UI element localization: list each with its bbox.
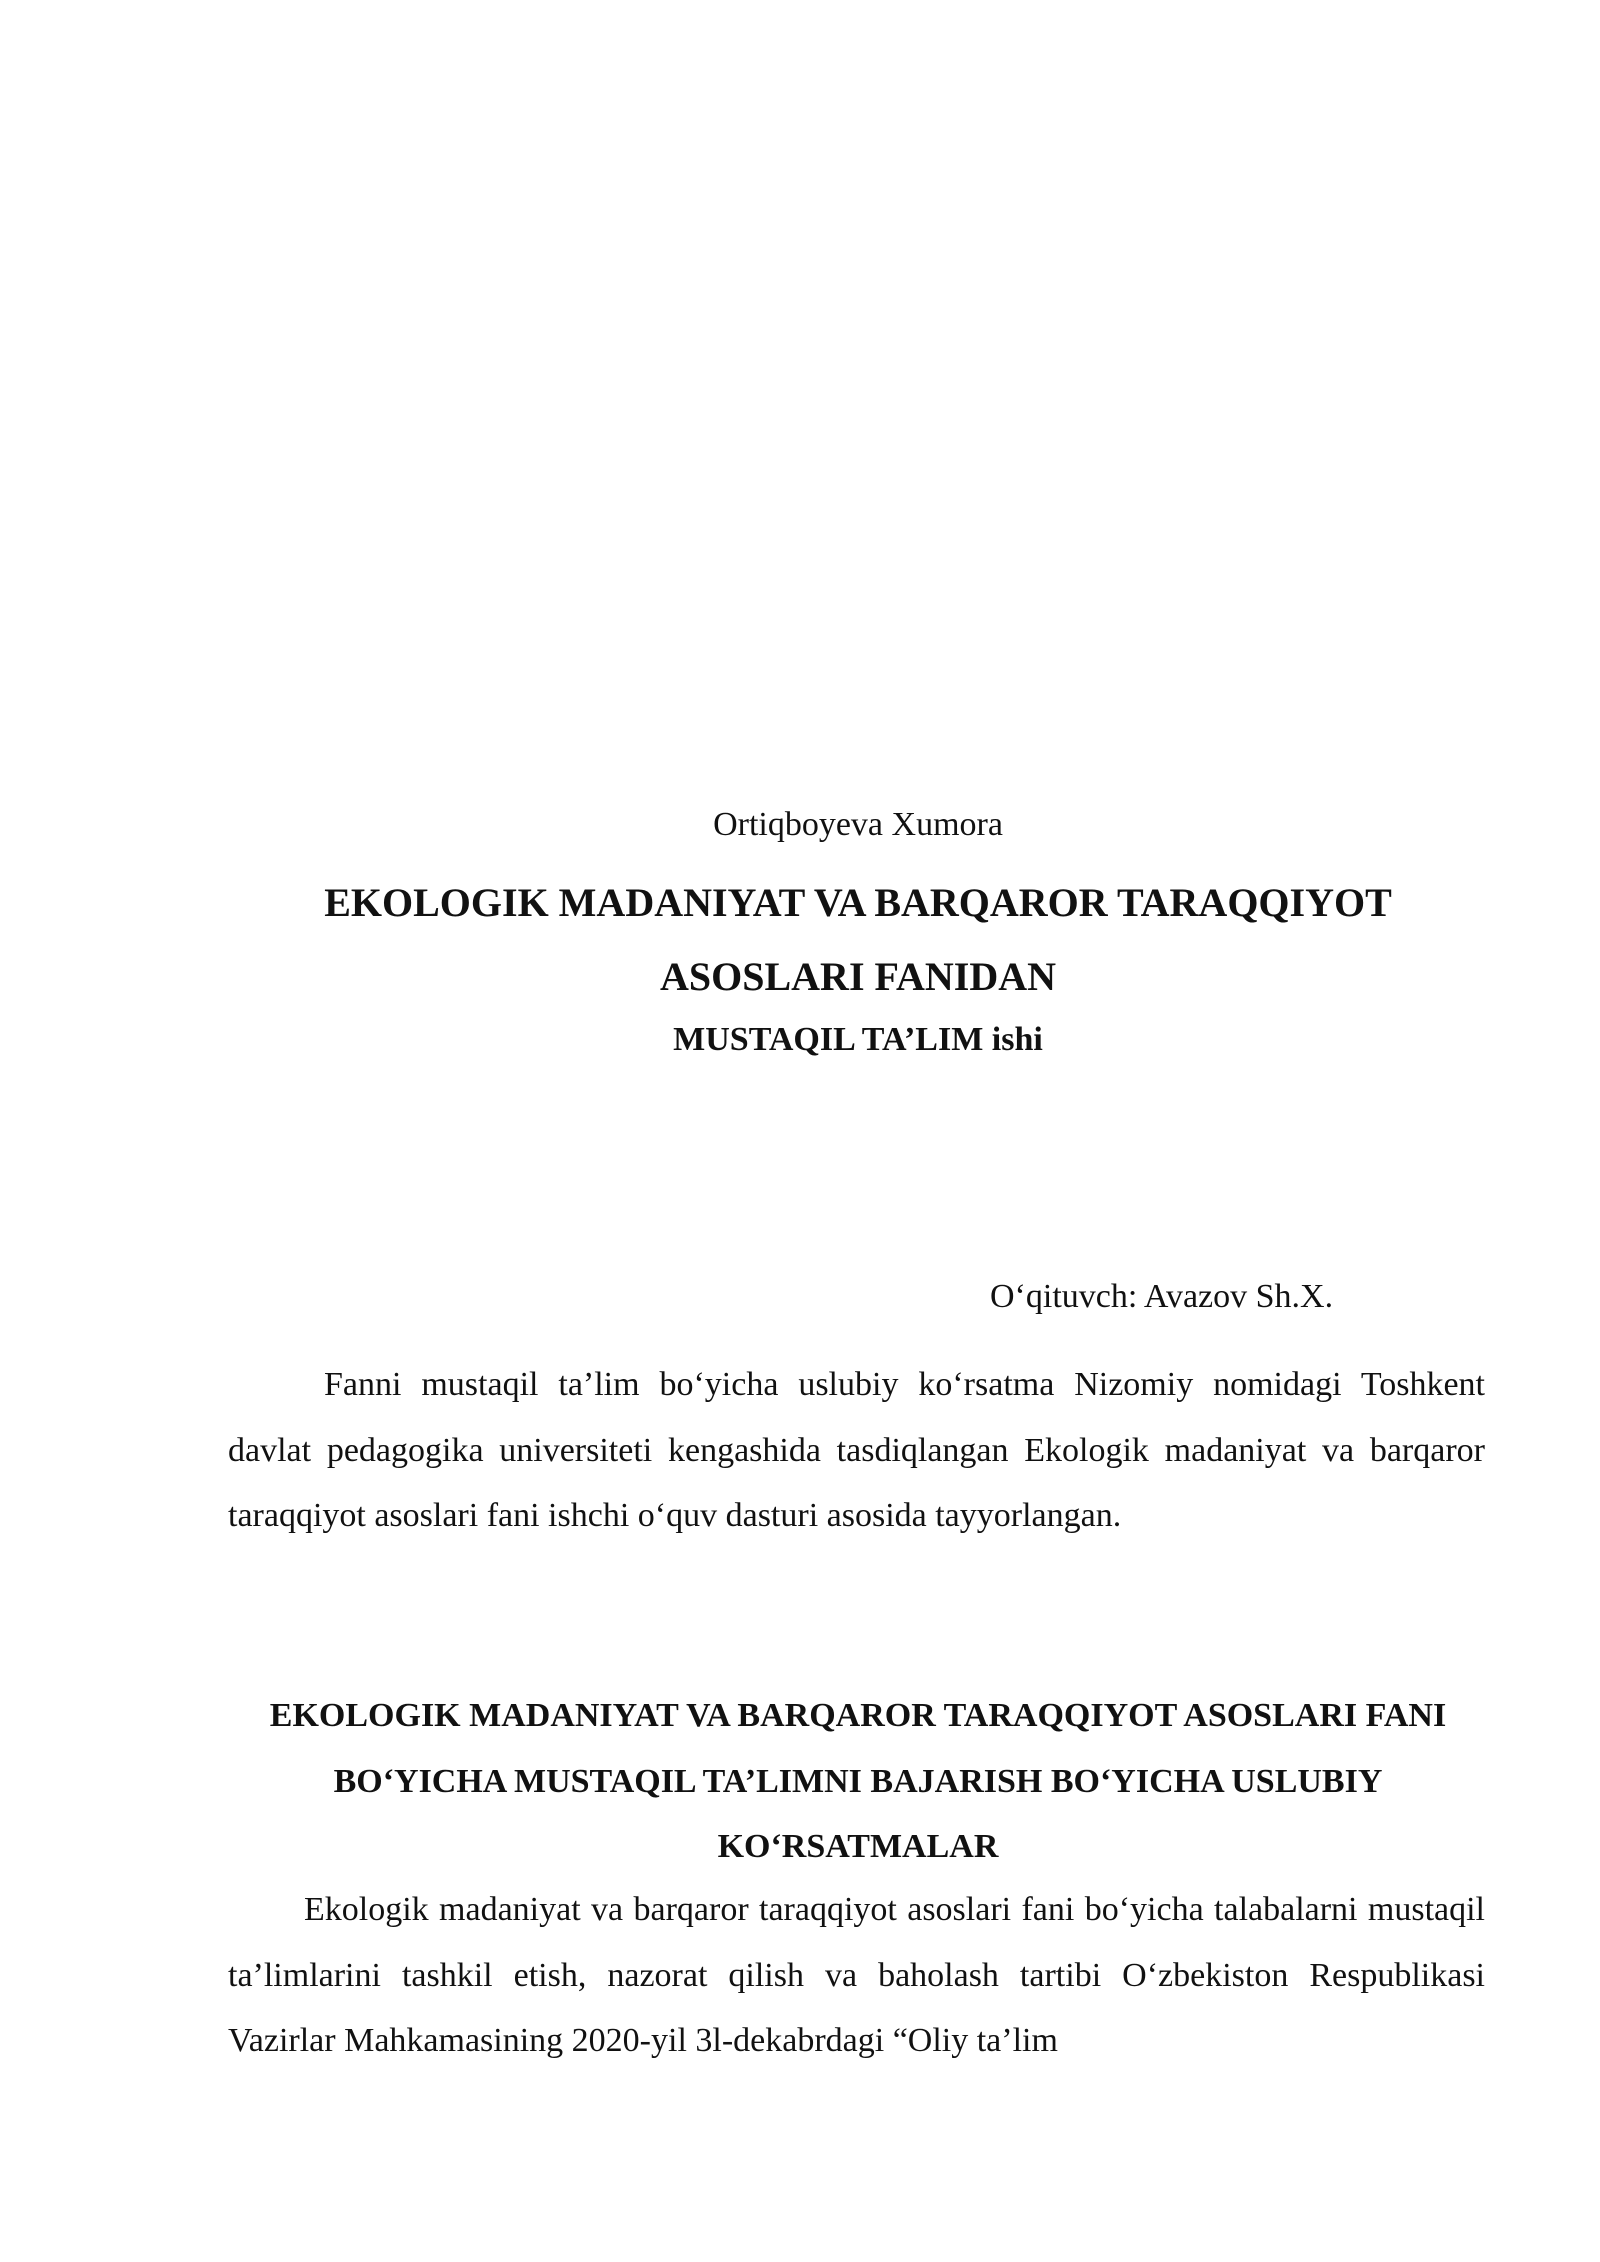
intro-paragraph: Fanni mustaqil ta’lim bo‘yicha uslubiy ko‘rsatma Nizomiy nomidagi Toshkent davlat pedagogika universiteti kengashida tasdiqlangan Ekologik madaniyat va barqaror taraqqiyot asoslari fani ishchi o‘quv dasturi asosida tayyorlangan. bbox=[228, 1366, 1485, 1534]
section-heading: EKOLOGIK MADANIYAT VA BARQAROR TARAQQIYOT ASOSLARI FANI BO‘YICHA MUSTAQIL TA’LIMNI BAJARISH BO‘YICHA USLUBIY KO‘RSATMALAR bbox=[269, 1697, 1447, 1865]
author-name: Ortiqboyeva Xumora bbox=[713, 806, 1003, 843]
body-paragraph: Ekologik madaniyat va barqaror taraqqiyot asoslari fani bo‘yicha talabalarni mustaqil ta’limlarini tashkil etish, nazorat qilish va baholash tartibi O‘zbekiston Respublikasi Vazirlar Mahkamasining 2020-yil 3l-dekabrdagi “Oliy ta’lim bbox=[228, 1891, 1485, 2059]
document-title: EKOLOGIK MADANIYAT VA BARQAROR TARAQQIYOT ASOSLARI FANIDAN bbox=[324, 880, 1392, 999]
teacher-name: O‘qituvch: Avazov Sh.X. bbox=[990, 1278, 1334, 1315]
document-subtitle: MUSTAQIL TA’LIM ishi bbox=[673, 1021, 1043, 1058]
